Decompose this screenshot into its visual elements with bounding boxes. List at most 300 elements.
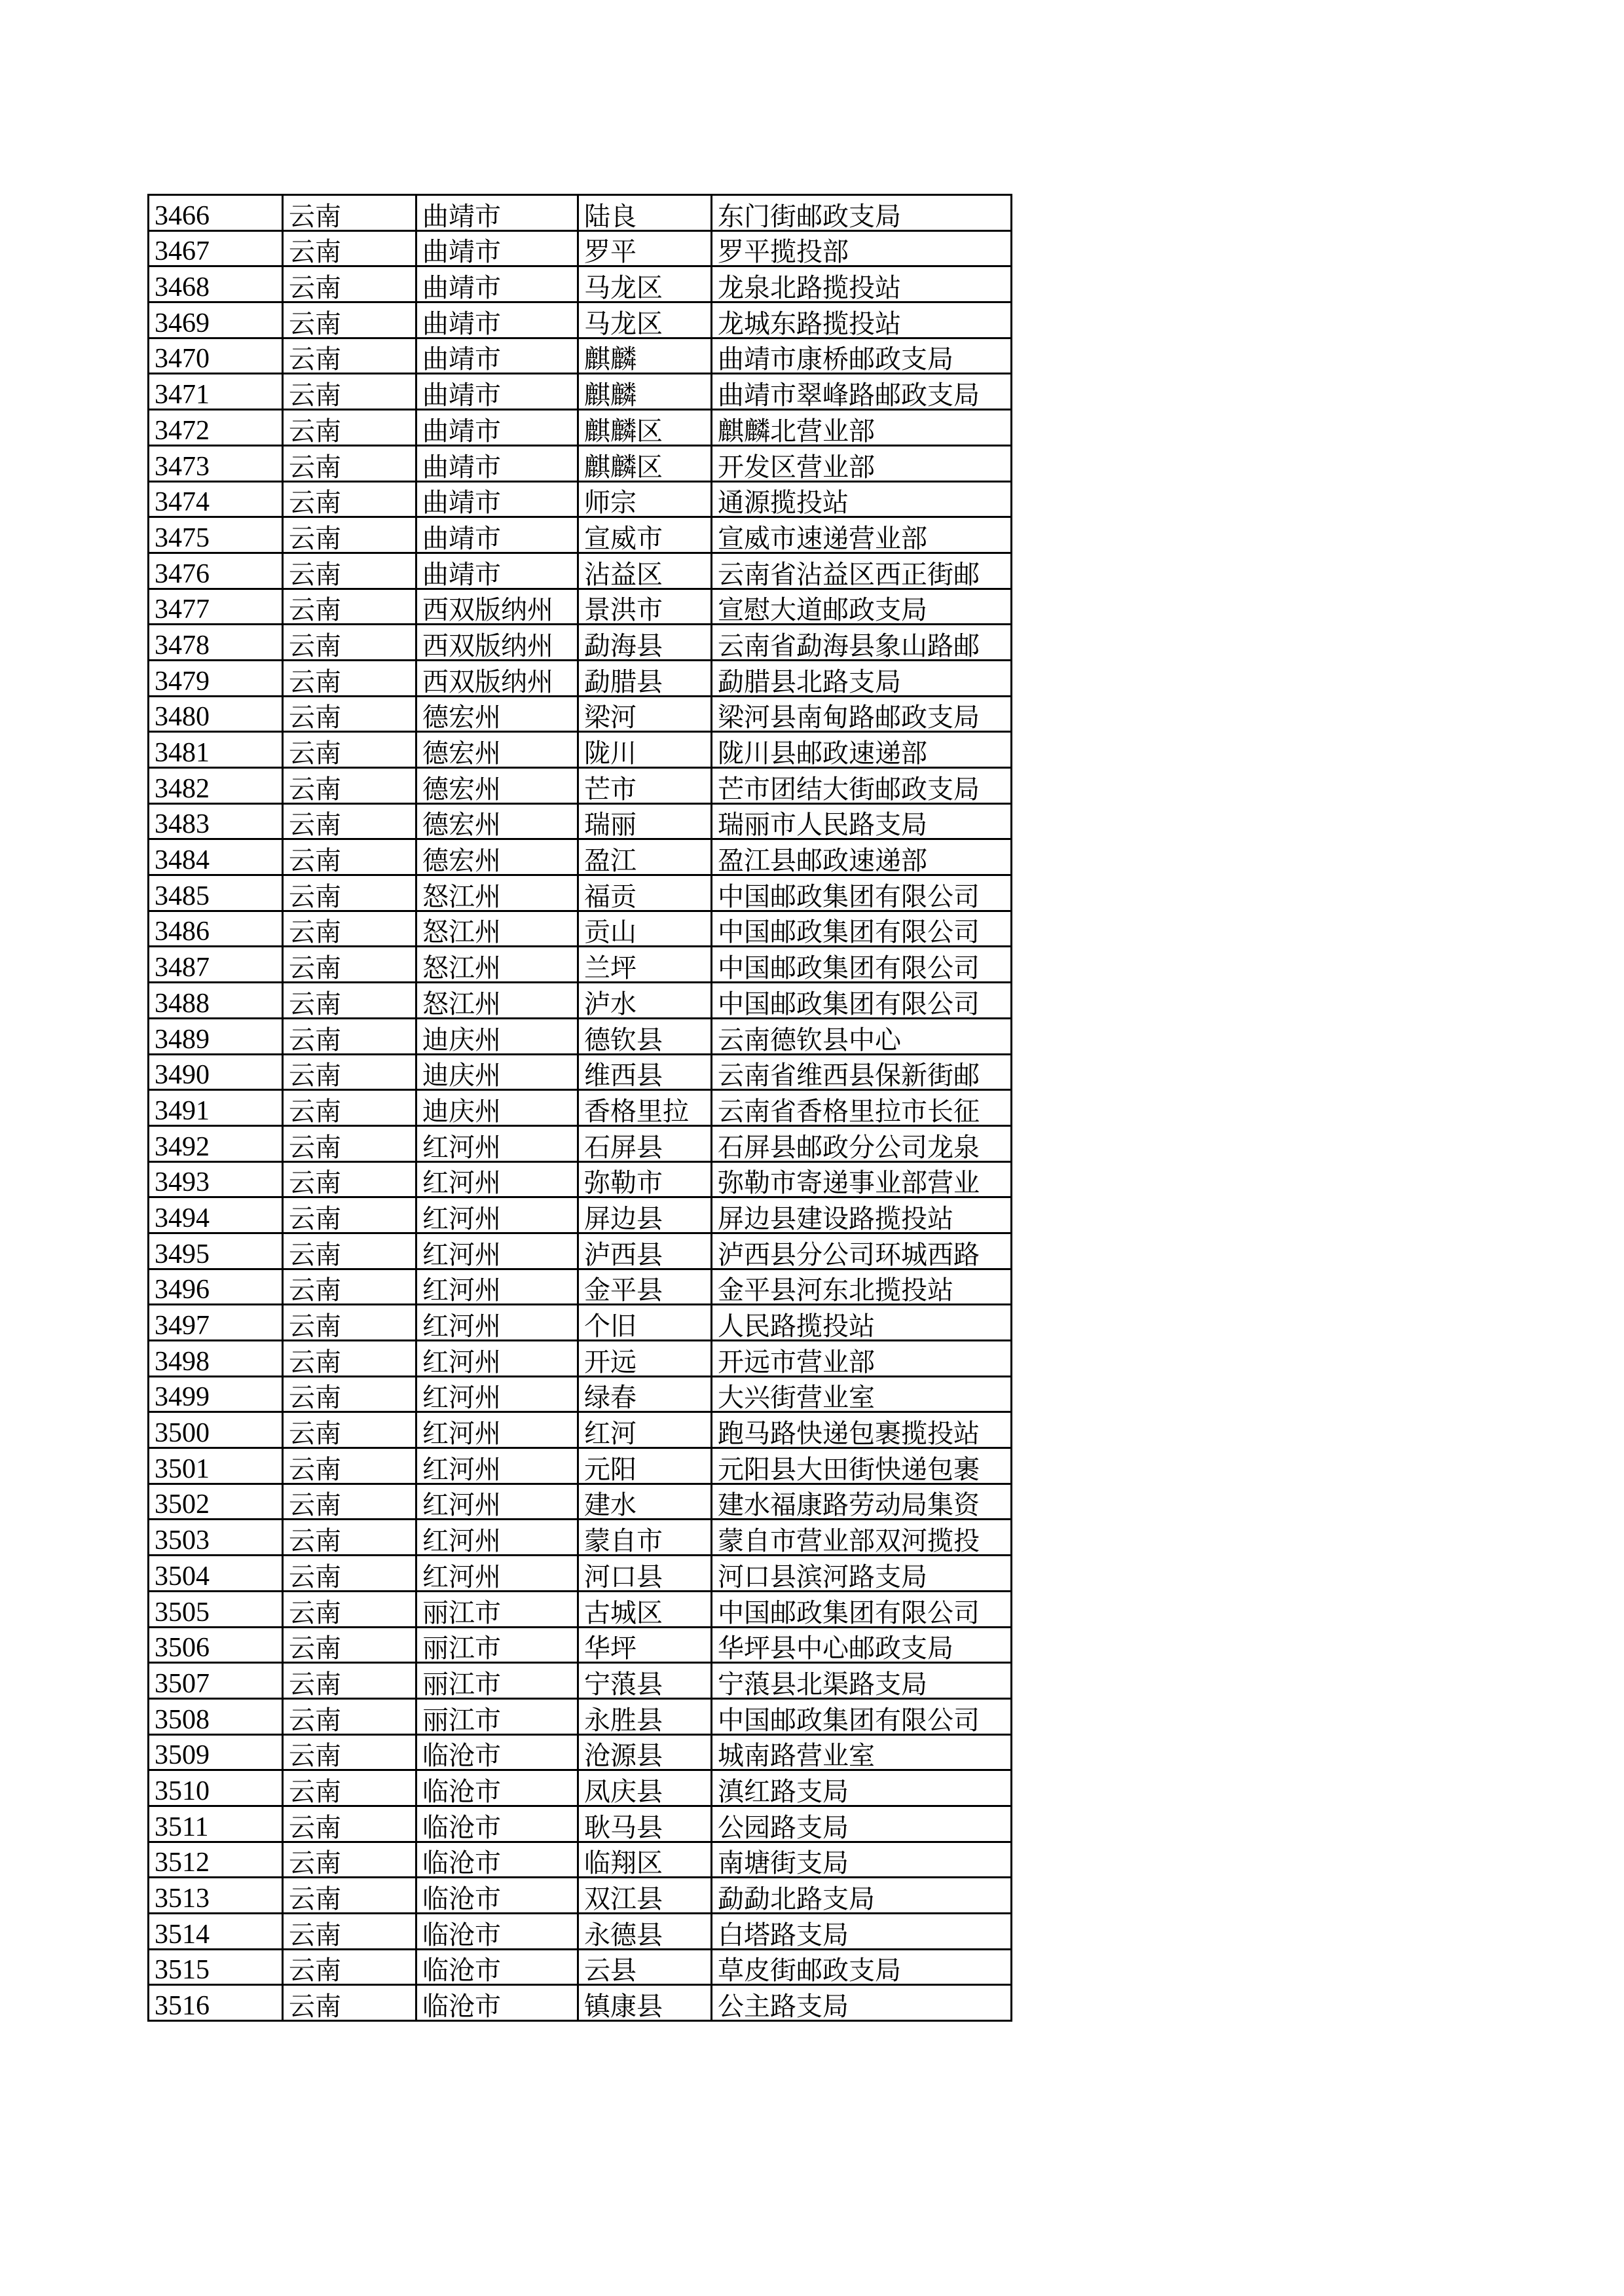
county-cell: 河口县: [578, 1556, 712, 1592]
city-cell: 迪庆州: [416, 1018, 578, 1054]
table-row: [149, 1090, 1012, 1126]
city-cell: 红河州: [416, 1269, 578, 1305]
county-cell: 贡山: [578, 911, 712, 947]
row-number-cell: 3474: [149, 481, 283, 517]
table-row: [149, 302, 1012, 338]
province-cell: 云南: [283, 589, 416, 625]
city-cell: 临沧市: [416, 1770, 578, 1806]
row-number-cell: 3516: [149, 1985, 283, 2021]
county-cell: 勐腊县: [578, 660, 712, 696]
province-cell: 云南: [283, 875, 416, 911]
city-cell: 红河州: [416, 1125, 578, 1161]
province-cell: 云南: [283, 1914, 416, 1950]
table-row: [149, 374, 1012, 410]
branch-name-cell: 云南省香格里拉市长征: [712, 1090, 1012, 1126]
county-cell: 芒市: [578, 768, 712, 804]
county-cell: 云县: [578, 1949, 712, 1985]
branch-name-cell: 芒市团结大街邮政支局: [712, 768, 1012, 804]
city-cell: 曲靖市: [416, 195, 578, 231]
row-number-cell: 3515: [149, 1949, 283, 1985]
city-cell: 德宏州: [416, 732, 578, 768]
county-cell: 马龙区: [578, 266, 712, 302]
city-cell: 丽江市: [416, 1663, 578, 1699]
table-row: [149, 1914, 1012, 1950]
row-number-cell: 3492: [149, 1125, 283, 1161]
province-cell: 云南: [283, 1412, 416, 1448]
county-cell: 泸西县: [578, 1233, 712, 1269]
city-cell: 临沧市: [416, 1842, 578, 1878]
city-cell: 临沧市: [416, 1878, 578, 1914]
table-row: [149, 732, 1012, 768]
row-number-cell: 3479: [149, 660, 283, 696]
row-number-cell: 3494: [149, 1197, 283, 1233]
row-number-cell: 3495: [149, 1233, 283, 1269]
province-cell: 云南: [283, 481, 416, 517]
city-cell: 迪庆州: [416, 1090, 578, 1126]
table-row: [149, 1949, 1012, 1985]
city-cell: 西双版纳州: [416, 589, 578, 625]
county-cell: 沾益区: [578, 553, 712, 589]
city-cell: 曲靖市: [416, 266, 578, 302]
county-cell: 宣威市: [578, 517, 712, 553]
branch-name-cell: 云南省维西县保新街邮: [712, 1054, 1012, 1090]
branch-name-cell: 通源揽投站: [712, 481, 1012, 517]
row-number-cell: 3512: [149, 1842, 283, 1878]
row-number-cell: 3475: [149, 517, 283, 553]
table-row: [149, 625, 1012, 661]
branch-name-cell: 中国邮政集团有限公司: [712, 1591, 1012, 1627]
province-cell: 云南: [283, 1556, 416, 1592]
city-cell: 临沧市: [416, 1985, 578, 2021]
table-row: [149, 1627, 1012, 1663]
table-row: [149, 481, 1012, 517]
branch-name-cell: 南塘街支局: [712, 1842, 1012, 1878]
province-cell: 云南: [283, 1770, 416, 1806]
county-cell: 盈江: [578, 839, 712, 875]
county-cell: 麒麟区: [578, 410, 712, 446]
row-number-cell: 3514: [149, 1914, 283, 1950]
branch-name-cell: 中国邮政集团有限公司: [712, 947, 1012, 983]
city-cell: 怒江州: [416, 911, 578, 947]
city-cell: 丽江市: [416, 1698, 578, 1734]
table-row: [149, 517, 1012, 553]
county-cell: 麒麟: [578, 374, 712, 410]
city-cell: 曲靖市: [416, 445, 578, 481]
county-cell: 景洪市: [578, 589, 712, 625]
city-cell: 红河州: [416, 1376, 578, 1412]
province-cell: 云南: [283, 410, 416, 446]
table-row: [149, 1376, 1012, 1412]
table-row: [149, 1125, 1012, 1161]
county-cell: 麒麟: [578, 338, 712, 374]
row-number-cell: 3471: [149, 374, 283, 410]
province-cell: 云南: [283, 1341, 416, 1377]
province-cell: 云南: [283, 1197, 416, 1233]
province-cell: 云南: [283, 1125, 416, 1161]
province-cell: 云南: [283, 374, 416, 410]
branch-name-cell: 中国邮政集团有限公司: [712, 1698, 1012, 1734]
row-number-cell: 3500: [149, 1412, 283, 1448]
branch-name-cell: 屏边县建设路揽投站: [712, 1197, 1012, 1233]
table-row: [149, 589, 1012, 625]
city-cell: 红河州: [416, 1197, 578, 1233]
table-row: [149, 947, 1012, 983]
row-number-cell: 3506: [149, 1627, 283, 1663]
county-cell: 永胜县: [578, 1698, 712, 1734]
city-cell: 红河州: [416, 1305, 578, 1341]
county-cell: 瑞丽: [578, 803, 712, 839]
table-row: [149, 1233, 1012, 1269]
table-row: [149, 1806, 1012, 1842]
city-cell: 怒江州: [416, 983, 578, 1019]
county-cell: 绿春: [578, 1376, 712, 1412]
county-cell: 弥勒市: [578, 1161, 712, 1197]
table-row: [149, 1197, 1012, 1233]
table-row: [149, 1448, 1012, 1484]
county-cell: 麒麟区: [578, 445, 712, 481]
row-number-cell: 3510: [149, 1770, 283, 1806]
row-number-cell: 3501: [149, 1448, 283, 1484]
table-row: [149, 1556, 1012, 1592]
branch-name-cell: 公园路支局: [712, 1806, 1012, 1842]
city-cell: 红河州: [416, 1233, 578, 1269]
province-cell: 云南: [283, 839, 416, 875]
county-cell: 陇川: [578, 732, 712, 768]
city-cell: 怒江州: [416, 947, 578, 983]
table-row: [149, 1770, 1012, 1806]
province-cell: 云南: [283, 1090, 416, 1126]
province-cell: 云南: [283, 517, 416, 553]
county-cell: 元阳: [578, 1448, 712, 1484]
city-cell: 临沧市: [416, 1914, 578, 1950]
row-number-cell: 3488: [149, 983, 283, 1019]
branch-name-cell: 开远市营业部: [712, 1341, 1012, 1377]
table-row: [149, 266, 1012, 302]
branch-name-cell: 曲靖市翠峰路邮政支局: [712, 374, 1012, 410]
province-cell: 云南: [283, 1305, 416, 1341]
branch-name-cell: 弥勒市寄递事业部营业: [712, 1161, 1012, 1197]
province-cell: 云南: [283, 768, 416, 804]
city-cell: 曲靖市: [416, 230, 578, 266]
city-cell: 丽江市: [416, 1591, 578, 1627]
city-cell: 曲靖市: [416, 517, 578, 553]
row-number-cell: 3485: [149, 875, 283, 911]
province-cell: 云南: [283, 1734, 416, 1770]
row-number-cell: 3477: [149, 589, 283, 625]
county-cell: 陆良: [578, 195, 712, 231]
branch-name-cell: 公主路支局: [712, 1985, 1012, 2021]
branch-name-cell: 大兴街营业室: [712, 1376, 1012, 1412]
province-cell: 云南: [283, 1269, 416, 1305]
branch-name-cell: 龙城东路揽投站: [712, 302, 1012, 338]
city-cell: 曲靖市: [416, 374, 578, 410]
province-cell: 云南: [283, 1842, 416, 1878]
table-row: [149, 696, 1012, 732]
branch-name-cell: 勐勐北路支局: [712, 1878, 1012, 1914]
province-cell: 云南: [283, 445, 416, 481]
province-cell: 云南: [283, 1233, 416, 1269]
row-number-cell: 3499: [149, 1376, 283, 1412]
table-row: [149, 983, 1012, 1019]
county-cell: 镇康县: [578, 1985, 712, 2021]
row-number-cell: 3511: [149, 1806, 283, 1842]
branch-name-cell: 梁河县南甸路邮政支局: [712, 696, 1012, 732]
table-row: [149, 911, 1012, 947]
row-number-cell: 3472: [149, 410, 283, 446]
county-cell: 建水: [578, 1484, 712, 1520]
county-cell: 德钦县: [578, 1018, 712, 1054]
city-cell: 德宏州: [416, 768, 578, 804]
row-number-cell: 3487: [149, 947, 283, 983]
branch-name-cell: 麒麟北营业部: [712, 410, 1012, 446]
city-cell: 临沧市: [416, 1806, 578, 1842]
row-number-cell: 3496: [149, 1269, 283, 1305]
province-cell: 云南: [283, 338, 416, 374]
table-row: [149, 445, 1012, 481]
province-cell: 云南: [283, 803, 416, 839]
branch-name-cell: 勐腊县北路支局: [712, 660, 1012, 696]
city-cell: 曲靖市: [416, 338, 578, 374]
county-cell: 屏边县: [578, 1197, 712, 1233]
province-cell: 云南: [283, 983, 416, 1019]
row-number-cell: 3509: [149, 1734, 283, 1770]
county-cell: 沧源县: [578, 1734, 712, 1770]
county-cell: 罗平: [578, 230, 712, 266]
branch-name-cell: 陇川县邮政速递部: [712, 732, 1012, 768]
table-row: [149, 875, 1012, 911]
county-cell: 古城区: [578, 1591, 712, 1627]
province-cell: 云南: [283, 696, 416, 732]
city-cell: 红河州: [416, 1520, 578, 1556]
county-cell: 临翔区: [578, 1842, 712, 1878]
table-row: [149, 1663, 1012, 1699]
city-cell: 红河州: [416, 1556, 578, 1592]
province-cell: 云南: [283, 230, 416, 266]
city-cell: 曲靖市: [416, 410, 578, 446]
city-cell: 临沧市: [416, 1949, 578, 1985]
city-cell: 怒江州: [416, 875, 578, 911]
branch-name-cell: 开发区营业部: [712, 445, 1012, 481]
branch-name-cell: 中国邮政集团有限公司: [712, 911, 1012, 947]
county-cell: 耿马县: [578, 1806, 712, 1842]
branch-name-cell: 瑞丽市人民路支局: [712, 803, 1012, 839]
province-cell: 云南: [283, 1806, 416, 1842]
row-number-cell: 3467: [149, 230, 283, 266]
province-cell: 云南: [283, 1018, 416, 1054]
city-cell: 红河州: [416, 1412, 578, 1448]
table-row: [149, 1985, 1012, 2021]
province-cell: 云南: [283, 1484, 416, 1520]
county-cell: 凤庆县: [578, 1770, 712, 1806]
city-cell: 曲靖市: [416, 553, 578, 589]
row-number-cell: 3482: [149, 768, 283, 804]
branch-name-cell: 元阳县大田街快递包裹: [712, 1448, 1012, 1484]
province-cell: 云南: [283, 1376, 416, 1412]
branch-name-cell: 滇红路支局: [712, 1770, 1012, 1806]
province-cell: 云南: [283, 1520, 416, 1556]
row-number-cell: 3478: [149, 625, 283, 661]
province-cell: 云南: [283, 553, 416, 589]
county-cell: 马龙区: [578, 302, 712, 338]
province-cell: 云南: [283, 660, 416, 696]
city-cell: 西双版纳州: [416, 660, 578, 696]
row-number-cell: 3476: [149, 553, 283, 589]
county-cell: 开远: [578, 1341, 712, 1377]
province-cell: 云南: [283, 625, 416, 661]
branch-name-cell: 人民路揽投站: [712, 1305, 1012, 1341]
city-cell: 迪庆州: [416, 1054, 578, 1090]
row-number-cell: 3505: [149, 1591, 283, 1627]
table-row: [149, 1161, 1012, 1197]
table-row: [149, 553, 1012, 589]
row-number-cell: 3497: [149, 1305, 283, 1341]
city-cell: 德宏州: [416, 696, 578, 732]
row-number-cell: 3468: [149, 266, 283, 302]
branch-name-cell: 华坪县中心邮政支局: [712, 1627, 1012, 1663]
province-cell: 云南: [283, 1054, 416, 1090]
branch-name-cell: 盈江县邮政速递部: [712, 839, 1012, 875]
branch-name-cell: 宣威市速递营业部: [712, 517, 1012, 553]
branch-name-cell: 中国邮政集团有限公司: [712, 875, 1012, 911]
row-number-cell: 3504: [149, 1556, 283, 1592]
row-number-cell: 3507: [149, 1663, 283, 1699]
table-row: [149, 1878, 1012, 1914]
county-cell: 石屏县: [578, 1125, 712, 1161]
row-number-cell: 3473: [149, 445, 283, 481]
branch-name-cell: 石屏县邮政分公司龙泉: [712, 1125, 1012, 1161]
county-cell: 金平县: [578, 1269, 712, 1305]
province-cell: 云南: [283, 911, 416, 947]
county-cell: 师宗: [578, 481, 712, 517]
branch-name-cell: 蒙自市营业部双河揽投: [712, 1520, 1012, 1556]
county-cell: 华坪: [578, 1627, 712, 1663]
branch-name-cell: 曲靖市康桥邮政支局: [712, 338, 1012, 374]
province-cell: 云南: [283, 1985, 416, 2021]
county-cell: 维西县: [578, 1054, 712, 1090]
province-cell: 云南: [283, 732, 416, 768]
row-number-cell: 3480: [149, 696, 283, 732]
province-cell: 云南: [283, 1698, 416, 1734]
branch-name-cell: 泸西县分公司环城西路: [712, 1233, 1012, 1269]
branch-name-cell: 建水福康路劳动局集资: [712, 1484, 1012, 1520]
table-row: [149, 1341, 1012, 1377]
table-row: [149, 410, 1012, 446]
city-cell: 西双版纳州: [416, 625, 578, 661]
row-number-cell: 3493: [149, 1161, 283, 1197]
row-number-cell: 3483: [149, 803, 283, 839]
county-cell: 红河: [578, 1412, 712, 1448]
branch-name-cell: 草皮街邮政支局: [712, 1949, 1012, 1985]
province-cell: 云南: [283, 1161, 416, 1197]
county-cell: 宁蒗县: [578, 1663, 712, 1699]
province-cell: 云南: [283, 1949, 416, 1985]
row-number-cell: 3513: [149, 1878, 283, 1914]
province-cell: 云南: [283, 266, 416, 302]
province-cell: 云南: [283, 947, 416, 983]
province-cell: 云南: [283, 1591, 416, 1627]
branch-name-cell: 宁蒗县北渠路支局: [712, 1663, 1012, 1699]
branch-name-cell: 东门街邮政支局: [712, 195, 1012, 231]
branch-name-cell: 罗平揽投部: [712, 230, 1012, 266]
row-number-cell: 3469: [149, 302, 283, 338]
row-number-cell: 3470: [149, 338, 283, 374]
table-row: [149, 1520, 1012, 1556]
row-number-cell: 3490: [149, 1054, 283, 1090]
table-body: [149, 195, 1012, 2021]
table-row: [149, 195, 1012, 231]
row-number-cell: 3484: [149, 839, 283, 875]
province-cell: 云南: [283, 1448, 416, 1484]
city-cell: 曲靖市: [416, 481, 578, 517]
table-row: [149, 1412, 1012, 1448]
county-cell: 福贡: [578, 875, 712, 911]
branch-name-cell: 宣慰大道邮政支局: [712, 589, 1012, 625]
city-cell: 红河州: [416, 1448, 578, 1484]
city-cell: 红河州: [416, 1341, 578, 1377]
table-row: [149, 1305, 1012, 1341]
city-cell: 丽江市: [416, 1627, 578, 1663]
row-number-cell: 3503: [149, 1520, 283, 1556]
province-cell: 云南: [283, 195, 416, 231]
city-cell: 临沧市: [416, 1734, 578, 1770]
table-row: [149, 1484, 1012, 1520]
county-cell: 蒙自市: [578, 1520, 712, 1556]
row-number-cell: 3466: [149, 195, 283, 231]
row-number-cell: 3486: [149, 911, 283, 947]
county-cell: 永德县: [578, 1914, 712, 1950]
row-number-cell: 3508: [149, 1698, 283, 1734]
table-row: [149, 1269, 1012, 1305]
table-row: [149, 1018, 1012, 1054]
branch-name-cell: 云南省勐海县象山路邮: [712, 625, 1012, 661]
branch-name-cell: 跑马路快递包裹揽投站: [712, 1412, 1012, 1448]
row-number-cell: 3489: [149, 1018, 283, 1054]
county-cell: 个旧: [578, 1305, 712, 1341]
county-cell: 梁河: [578, 696, 712, 732]
branch-name-cell: 云南省沾益区西正街邮: [712, 553, 1012, 589]
row-number-cell: 3481: [149, 732, 283, 768]
province-cell: 云南: [283, 1627, 416, 1663]
city-cell: 红河州: [416, 1484, 578, 1520]
province-cell: 云南: [283, 302, 416, 338]
county-cell: 兰坪: [578, 947, 712, 983]
city-cell: 德宏州: [416, 839, 578, 875]
table-row: [149, 768, 1012, 804]
row-number-cell: 3502: [149, 1484, 283, 1520]
table-row: [149, 803, 1012, 839]
table-row: [149, 660, 1012, 696]
table-row: [149, 1698, 1012, 1734]
city-cell: 红河州: [416, 1161, 578, 1197]
table-row: [149, 230, 1012, 266]
city-cell: 曲靖市: [416, 302, 578, 338]
row-number-cell: 3498: [149, 1341, 283, 1377]
province-cell: 云南: [283, 1878, 416, 1914]
table-row: [149, 1842, 1012, 1878]
table-row: [149, 839, 1012, 875]
post-office-table: [147, 194, 1012, 2022]
branch-name-cell: 河口县滨河路支局: [712, 1556, 1012, 1592]
table-row: [149, 1054, 1012, 1090]
row-number-cell: 3491: [149, 1090, 283, 1126]
city-cell: 德宏州: [416, 803, 578, 839]
table-row: [149, 1734, 1012, 1770]
branch-name-cell: 中国邮政集团有限公司: [712, 983, 1012, 1019]
branch-name-cell: 城南路营业室: [712, 1734, 1012, 1770]
county-cell: 泸水: [578, 983, 712, 1019]
table-row: [149, 1591, 1012, 1627]
branch-name-cell: 云南德钦县中心: [712, 1018, 1012, 1054]
